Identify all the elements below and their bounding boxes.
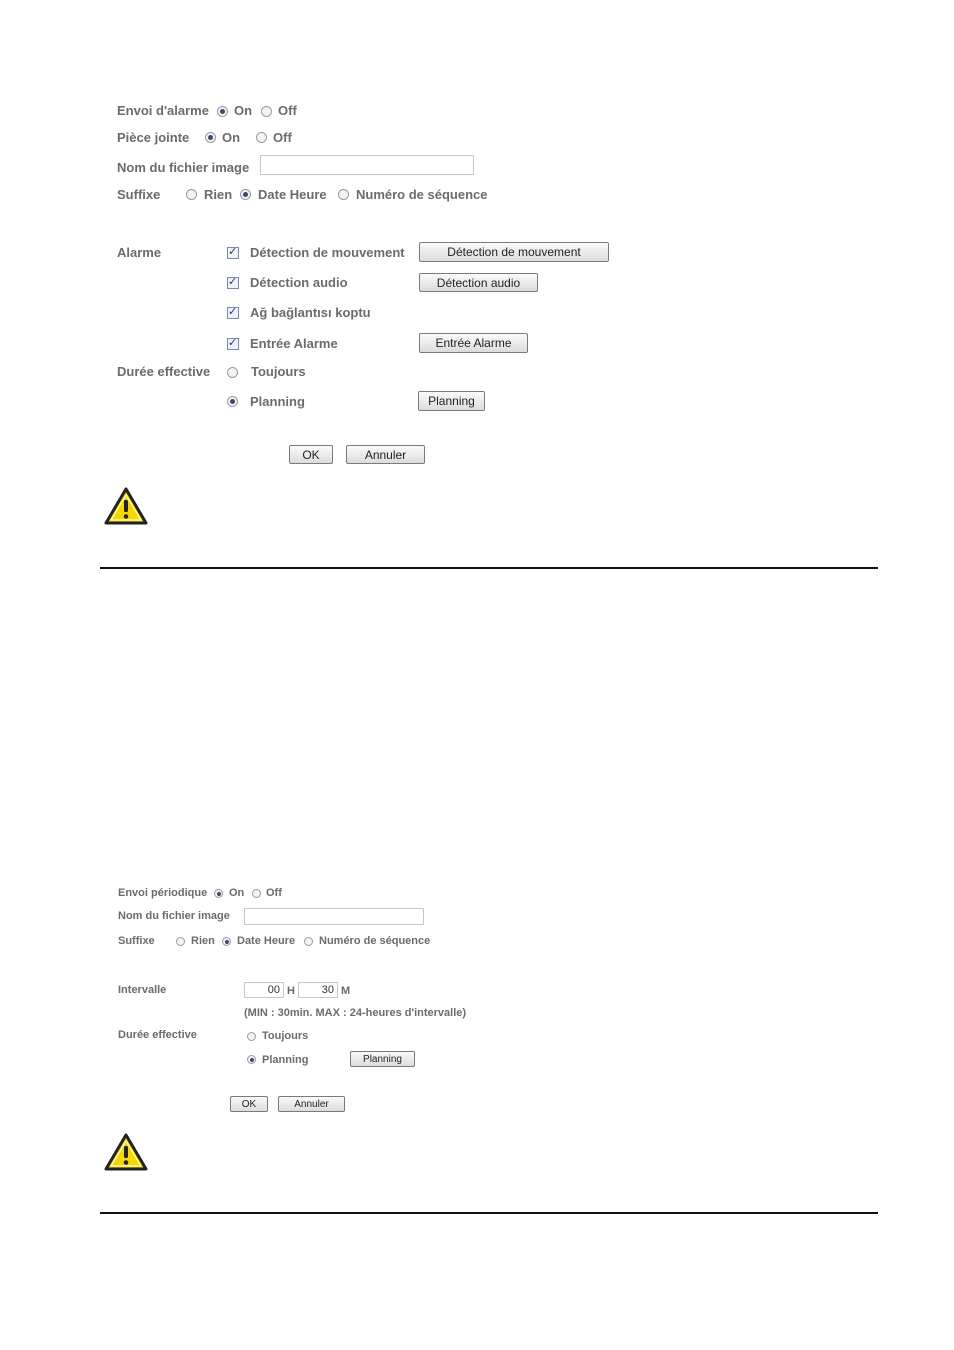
section-divider bbox=[100, 567, 878, 569]
periodic-send-on-label: On bbox=[229, 887, 245, 899]
image-name-label: Nom du fichier image bbox=[117, 160, 250, 175]
interval-minutes-input[interactable] bbox=[298, 982, 338, 998]
attachment-off-radio[interactable] bbox=[256, 132, 267, 143]
attachment-on-radio[interactable] bbox=[205, 132, 216, 143]
alarm-send-on-radio[interactable] bbox=[217, 106, 228, 117]
motion-detection-checkbox[interactable] bbox=[227, 247, 239, 259]
audio-detection-button[interactable]: Détection audio bbox=[419, 273, 538, 292]
suffix-datetime-radio[interactable] bbox=[240, 189, 251, 200]
interval-hours-input[interactable] bbox=[244, 982, 284, 998]
suffix-datetime-radio-2[interactable] bbox=[222, 937, 231, 946]
duration-always-radio-2[interactable] bbox=[247, 1032, 256, 1041]
duration-planning-radio[interactable] bbox=[227, 396, 238, 407]
section-divider-2 bbox=[100, 1212, 878, 1214]
image-name-input[interactable] bbox=[260, 155, 474, 175]
motion-detection-label: Détection de mouvement bbox=[250, 245, 405, 260]
suffix-none-radio[interactable] bbox=[186, 189, 197, 200]
duration-always-label: Toujours bbox=[251, 364, 306, 379]
periodic-send-off-radio[interactable] bbox=[252, 889, 261, 898]
warning-icon bbox=[103, 486, 149, 526]
image-name-label-2: Nom du fichier image bbox=[118, 910, 230, 922]
duration-planning-label: Planning bbox=[250, 394, 305, 409]
suffix-sequence-label-2: Numéro de séquence bbox=[319, 935, 431, 947]
cancel-button-2[interactable]: Annuler bbox=[278, 1096, 345, 1112]
duration-always-radio[interactable] bbox=[227, 367, 238, 378]
duration-planning-label-2: Planning bbox=[262, 1054, 309, 1066]
suffix-sequence-radio-2[interactable] bbox=[304, 937, 313, 946]
alarm-send-label: Envoi d'alarme bbox=[117, 103, 209, 118]
alarm-input-label: Entrée Alarme bbox=[250, 336, 338, 351]
alarm-input-button[interactable]: Entrée Alarme bbox=[419, 333, 528, 353]
network-disconnect-checkbox[interactable] bbox=[227, 307, 239, 319]
suffix-datetime-label: Date Heure bbox=[258, 187, 327, 202]
motion-detection-button[interactable]: Détection de mouvement bbox=[419, 242, 609, 262]
suffix-datetime-label-2: Date Heure bbox=[237, 935, 296, 947]
periodic-send-label: Envoi périodique bbox=[118, 887, 208, 899]
duration-label-2: Durée effective bbox=[118, 1029, 197, 1041]
cancel-button[interactable]: Annuler bbox=[346, 445, 425, 464]
suffix-none-label-2: Rien bbox=[191, 935, 215, 947]
image-name-input-2[interactable] bbox=[244, 908, 424, 925]
warning-icon bbox=[103, 1132, 149, 1172]
ok-button[interactable]: OK bbox=[289, 445, 333, 464]
suffix-sequence-radio[interactable] bbox=[338, 189, 349, 200]
alarm-label: Alarme bbox=[117, 245, 162, 260]
duration-label: Durée effective bbox=[117, 364, 211, 379]
alarm-send-on-label: On bbox=[234, 103, 253, 118]
network-disconnect-label: Ağ bağlantısı koptu bbox=[250, 305, 371, 320]
periodic-send-on-radio[interactable] bbox=[214, 889, 223, 898]
ok-button-2[interactable]: OK bbox=[230, 1096, 268, 1112]
alarm-send-off-label: Off bbox=[278, 103, 297, 118]
alarm-input-checkbox[interactable] bbox=[227, 338, 239, 350]
attachment-label: Pièce jointe bbox=[117, 130, 190, 145]
audio-detection-checkbox[interactable] bbox=[227, 277, 239, 289]
interval-minutes-unit: M bbox=[341, 985, 351, 997]
interval-hint: (MIN : 30min. MAX : 24-heures d'intervalle) bbox=[244, 1007, 467, 1019]
duration-planning-radio-2[interactable] bbox=[247, 1055, 256, 1064]
audio-detection-label: Détection audio bbox=[250, 275, 348, 290]
suffix-none-label: Rien bbox=[204, 187, 233, 202]
planning-button[interactable]: Planning bbox=[418, 391, 485, 411]
attachment-on-label: On bbox=[222, 130, 241, 145]
suffix-label-2: Suffixe bbox=[118, 935, 155, 947]
planning-button-2[interactable]: Planning bbox=[350, 1051, 415, 1067]
duration-always-label-2: Toujours bbox=[262, 1030, 309, 1042]
periodic-send-off-label: Off bbox=[266, 887, 282, 899]
interval-label: Intervalle bbox=[118, 984, 167, 996]
interval-hours-unit: H bbox=[287, 985, 295, 997]
suffix-label: Suffixe bbox=[117, 187, 161, 202]
attachment-off-label: Off bbox=[273, 130, 292, 145]
suffix-none-radio-2[interactable] bbox=[176, 937, 185, 946]
suffix-sequence-label: Numéro de séquence bbox=[356, 187, 488, 202]
alarm-send-off-radio[interactable] bbox=[261, 106, 272, 117]
